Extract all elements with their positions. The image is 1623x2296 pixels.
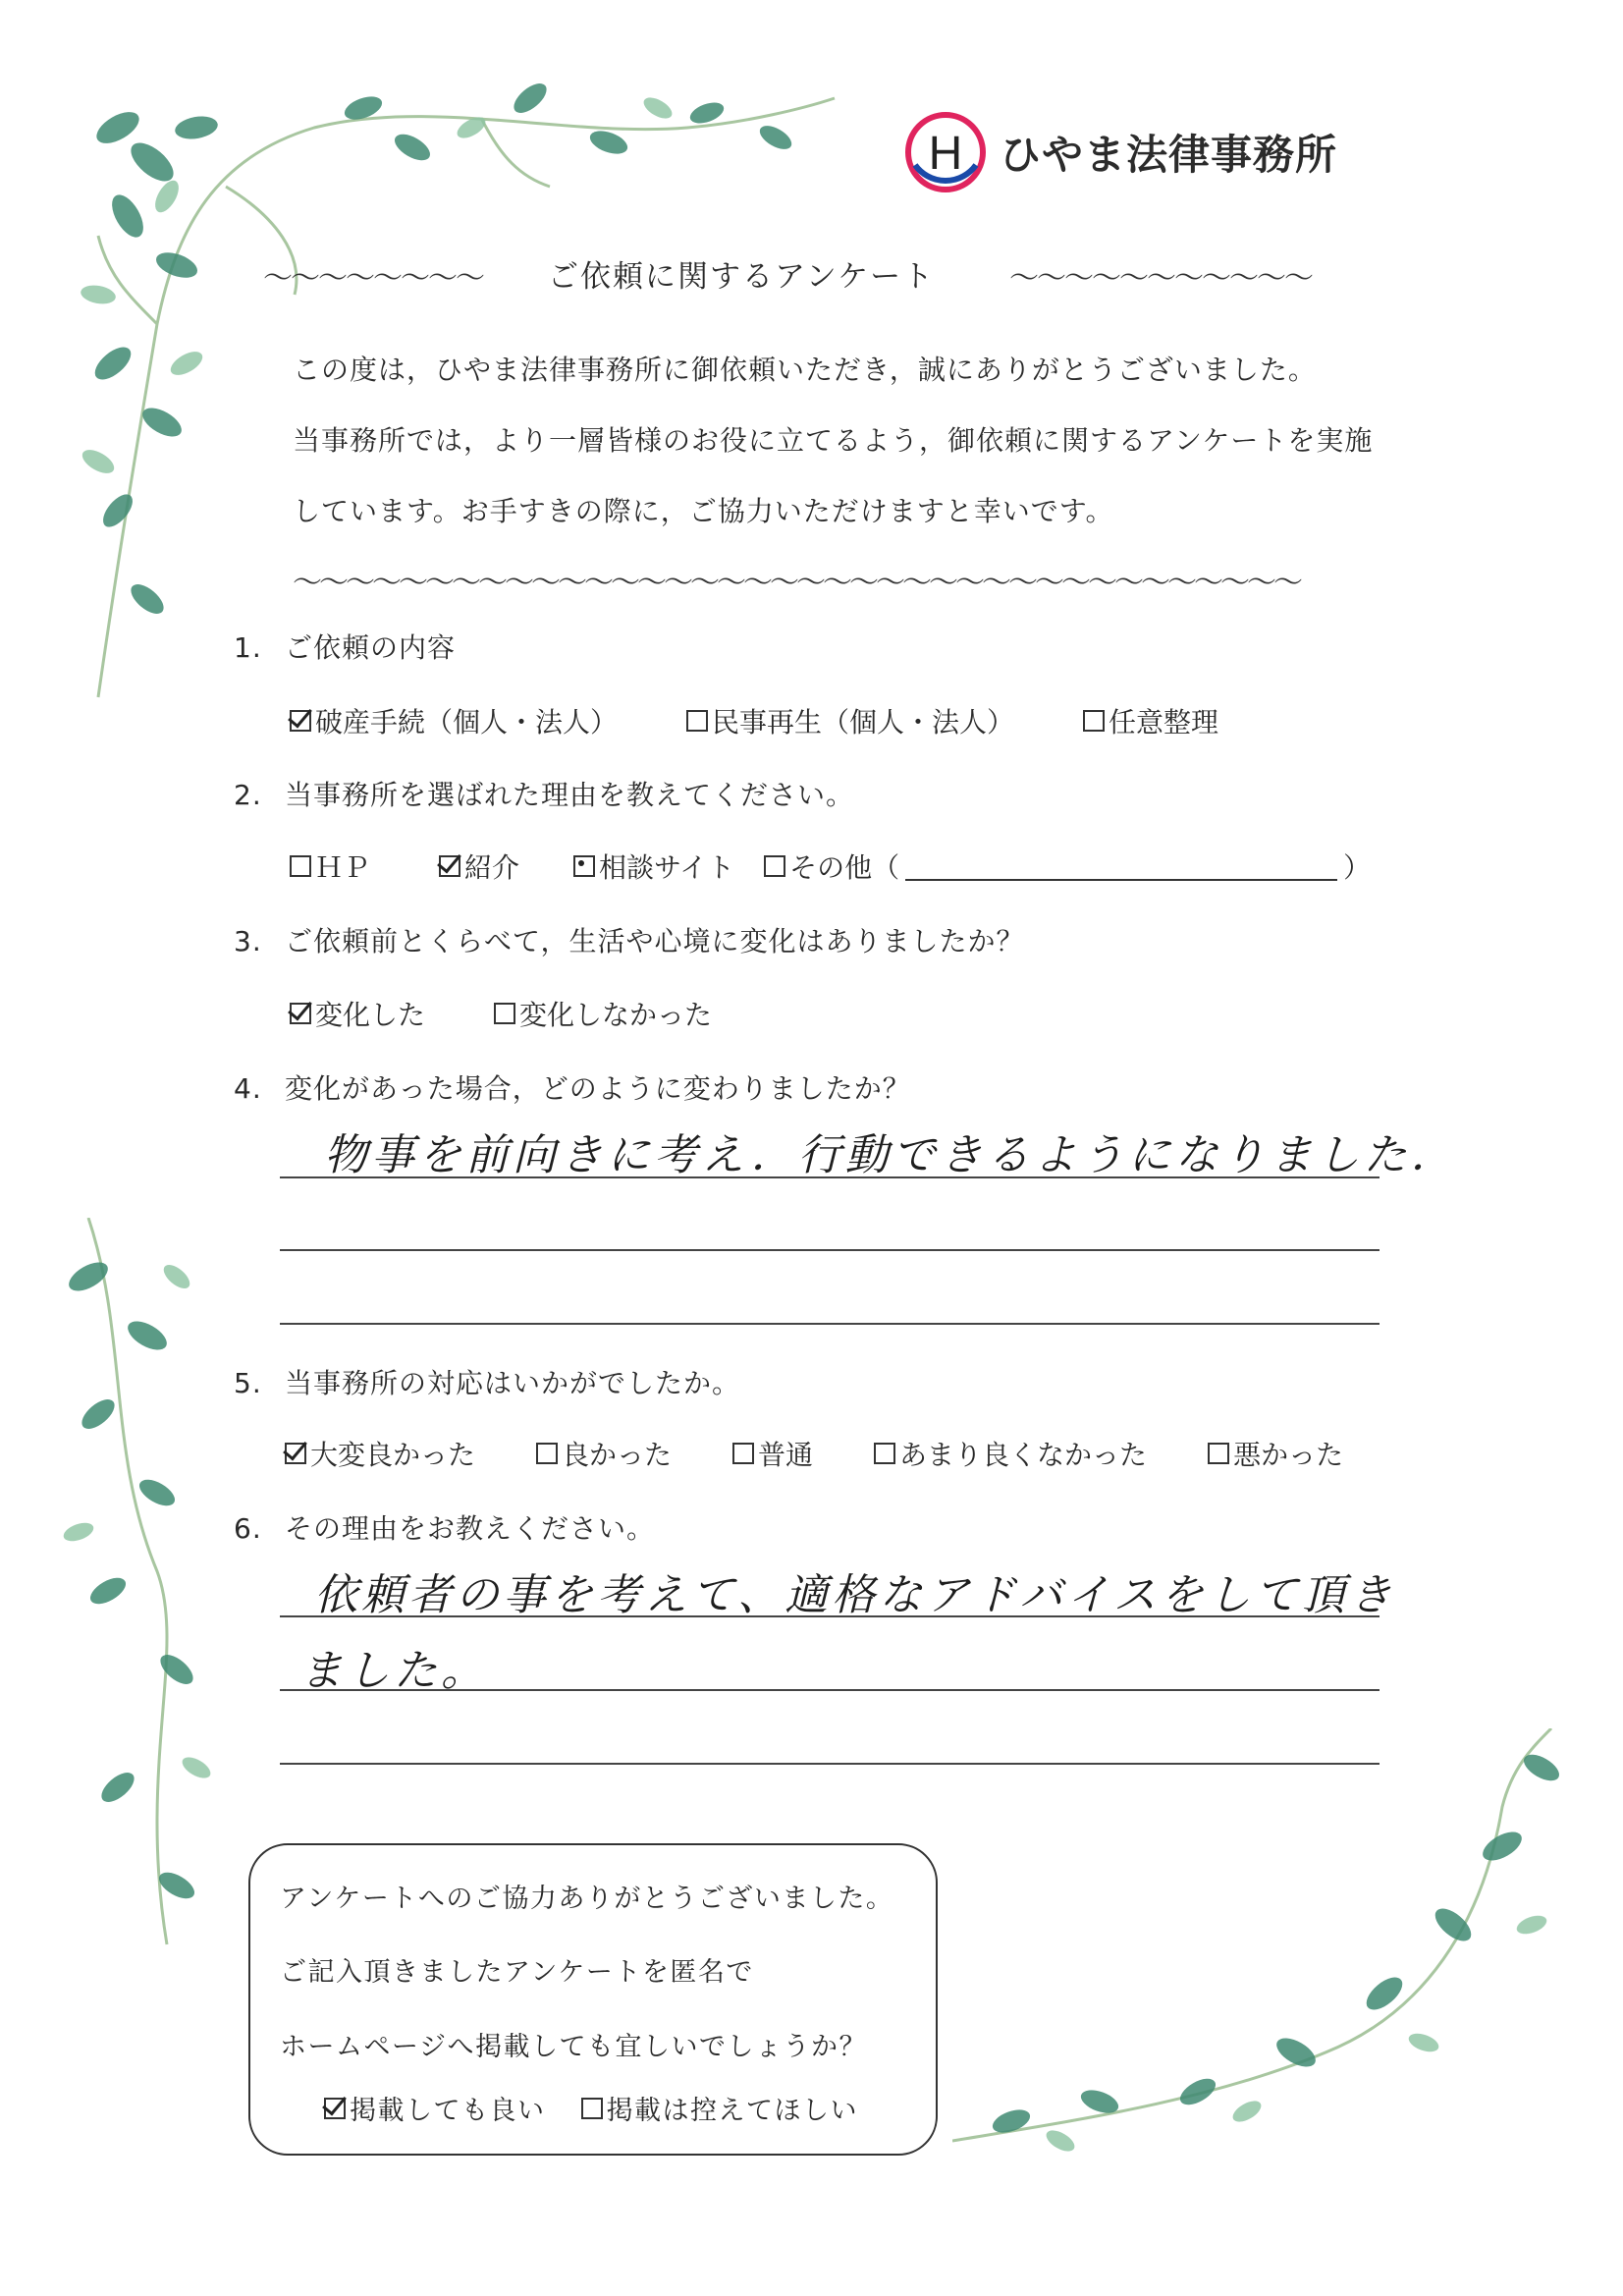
option-voluntary-arrangement[interactable]: 任意整理 bbox=[1083, 701, 1218, 740]
other-reason-field[interactable] bbox=[905, 851, 1337, 881]
question-4: 4. 変化があった場合，どのように変わりましたか？ bbox=[234, 1072, 911, 1105]
option-hp[interactable]: ＨＰ bbox=[290, 847, 370, 886]
question-1-options bbox=[290, 701, 1218, 740]
option-not-changed[interactable]: 変化しなかった bbox=[494, 994, 712, 1033]
question-5-text: 当事務所の対応はいかがでしたか。 bbox=[285, 1367, 741, 1399]
vine-leaves-icon bbox=[59, 69, 844, 717]
checkbox[interactable] bbox=[732, 1443, 754, 1464]
vine-leaves-icon bbox=[952, 1728, 1581, 2180]
question-1: 1. ご依頼の内容 bbox=[234, 631, 457, 664]
question-5-options bbox=[285, 1434, 1343, 1473]
checkbox[interactable] bbox=[686, 710, 708, 732]
checkbox[interactable] bbox=[764, 855, 785, 877]
option-very-good[interactable]: 大変良かった bbox=[285, 1434, 475, 1473]
checkbox-checked[interactable] bbox=[290, 710, 311, 732]
option-average[interactable]: 普通 bbox=[732, 1434, 813, 1473]
option-good[interactable]: 良かった bbox=[536, 1434, 672, 1473]
closing-line-1: アンケートへのご協力ありがとうございました。 bbox=[280, 1884, 894, 1914]
vine-leaves-icon bbox=[49, 1218, 226, 1964]
logo-text: ひやま法律事務所 bbox=[1000, 131, 1338, 179]
survey-title: ご依頼に関するアンケート bbox=[548, 259, 936, 295]
publication-options bbox=[324, 2089, 858, 2127]
option-referral[interactable]: 紹介 bbox=[439, 847, 519, 886]
option-publish-decline[interactable]: 掲載は控えてほしい bbox=[581, 2089, 859, 2127]
checkbox[interactable] bbox=[1083, 710, 1105, 732]
answer-line bbox=[280, 1176, 1380, 1178]
checkbox[interactable] bbox=[1208, 1443, 1229, 1464]
answer-line bbox=[280, 1615, 1380, 1617]
question-1-text: ご依頼の内容 bbox=[285, 631, 457, 664]
checkbox[interactable] bbox=[581, 2098, 603, 2119]
answer-line bbox=[280, 1689, 1380, 1691]
title-wave-right: 〜〜〜〜〜〜〜〜〜〜〜 bbox=[1009, 261, 1312, 296]
publication-consent-box bbox=[248, 1843, 938, 2156]
question-2-text: 当事務所を選ばれた理由を教えてください。 bbox=[285, 779, 855, 811]
checkbox[interactable] bbox=[494, 1003, 515, 1024]
question-5: 5. 当事務所の対応はいかがでしたか。 bbox=[234, 1367, 741, 1399]
checkbox-checked[interactable] bbox=[439, 855, 460, 877]
title-wave-left: 〜〜〜〜〜〜〜〜 bbox=[263, 261, 483, 296]
intro-line-3: しています。お手すきの際に，ご協力いただけますと幸いです。 bbox=[293, 495, 1114, 527]
intro-line-1: この度は，ひやま法律事務所に御依頼いただき，誠にありがとうございました。 bbox=[293, 354, 1317, 386]
option-consultation-site[interactable]: 相談サイト bbox=[573, 847, 734, 886]
answer-line bbox=[280, 1323, 1380, 1325]
option-not-so-good[interactable]: あまり良くなかった bbox=[874, 1434, 1147, 1473]
option-publish-ok[interactable]: 掲載しても良い bbox=[324, 2089, 546, 2127]
option-civil-rehabilitation[interactable]: 民事再生（個人・法人） bbox=[686, 701, 1014, 740]
checkbox[interactable] bbox=[874, 1443, 895, 1464]
logo-h-ring-icon bbox=[901, 108, 990, 196]
intro-line-2: 当事務所では，より一層皆様のお役に立てるよう，御依頼に関するアンケートを実施 bbox=[293, 424, 1374, 457]
question-2: 2. 当事務所を選ばれた理由を教えてください。 bbox=[234, 779, 855, 811]
checkbox[interactable] bbox=[290, 855, 311, 877]
option-bad[interactable]: 悪かった bbox=[1208, 1434, 1343, 1473]
checkbox[interactable] bbox=[573, 855, 595, 877]
option-bankruptcy[interactable]: 破産手続（個人・法人） bbox=[290, 701, 618, 740]
answer-line bbox=[280, 1249, 1380, 1251]
closing-line-3: ホームページへ掲載しても宜しいでしょうか？ bbox=[280, 2032, 867, 2062]
question-6-answer-line-2: ました。 bbox=[299, 1646, 488, 1696]
intro-divider: 〜〜〜〜〜〜〜〜〜〜〜〜〜〜〜〜〜〜〜〜〜〜〜〜〜〜〜〜〜〜〜〜〜〜〜〜〜〜 bbox=[293, 566, 1300, 600]
question-4-text: 変化があった場合，どのように変わりましたか？ bbox=[285, 1072, 911, 1105]
option-other[interactable]: その他（ bbox=[764, 847, 899, 886]
question-4-answer: 物事を前向きに考え．行動できるようになりました． bbox=[324, 1130, 1458, 1180]
checkbox-checked[interactable] bbox=[290, 1003, 311, 1024]
answer-line bbox=[280, 1763, 1380, 1765]
question-2-options: ＨＰ 紹介 相談サイト その他（ ） bbox=[290, 847, 1371, 886]
svg-text:H: H bbox=[928, 128, 963, 180]
question-6: 6. その理由をお教えください。 bbox=[234, 1512, 656, 1545]
checkbox-checked[interactable] bbox=[324, 2098, 346, 2119]
closing-line-2: ご記入頂きましたアンケートを匿名で bbox=[280, 1957, 754, 1988]
checkbox-checked[interactable] bbox=[285, 1443, 306, 1464]
question-3: 3. ご依頼前とくらべて，生活や心境に変化はありましたか？ bbox=[234, 925, 1025, 957]
option-changed[interactable]: 変化した bbox=[290, 994, 425, 1033]
question-3-options bbox=[290, 994, 712, 1033]
question-6-text: その理由をお教えください。 bbox=[285, 1512, 656, 1545]
checkbox[interactable] bbox=[536, 1443, 558, 1464]
logo bbox=[901, 108, 1337, 196]
question-6-answer-line-1: 依頼者の事を考えて、適格なアドバイスをして頂き bbox=[314, 1570, 1396, 1620]
survey-title-row bbox=[263, 247, 1363, 302]
question-3-text: ご依頼前とくらべて，生活や心境に変化はありましたか？ bbox=[285, 925, 1025, 957]
